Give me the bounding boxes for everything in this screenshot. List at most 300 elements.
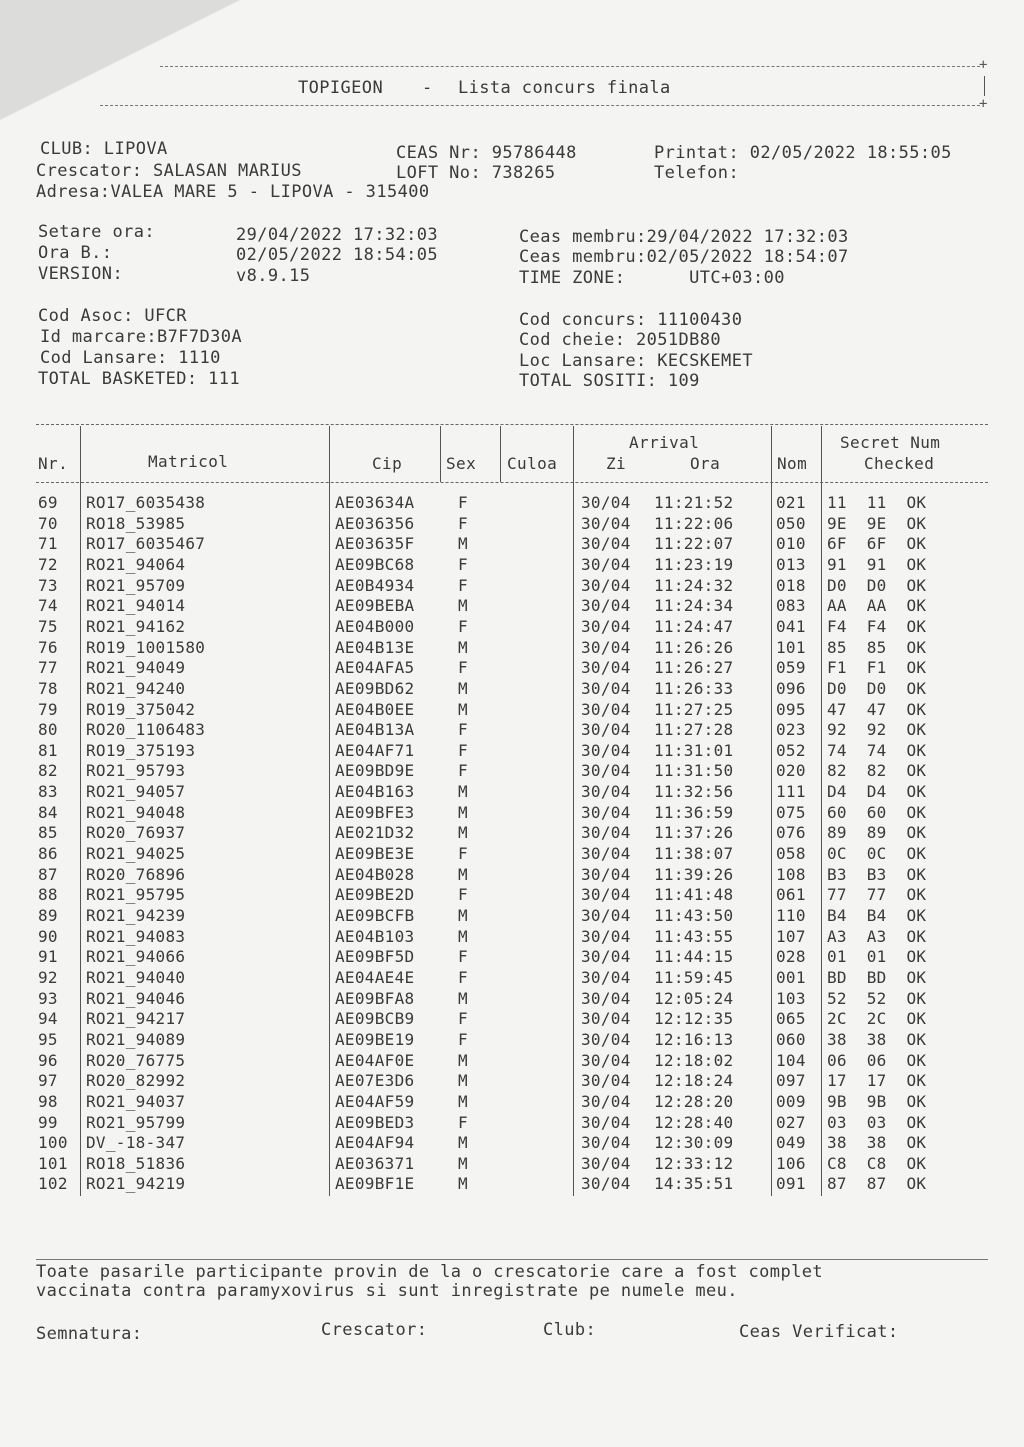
- cell-secret: 0C 0C OK: [827, 844, 927, 864]
- cell-cip: AE09BD62: [335, 678, 415, 698]
- cell-nom: 010: [776, 534, 806, 554]
- cell-zi: 30/04: [581, 1153, 631, 1173]
- cell-secret: 74 74 OK: [827, 740, 927, 760]
- cell-secret: 6F 6F OK: [827, 534, 927, 554]
- cell-sex: M: [458, 596, 468, 616]
- cell-cip: AE07E3D6: [335, 1071, 415, 1091]
- title-border-top: [160, 66, 980, 67]
- cell-cip: AE09BF5D: [335, 947, 415, 967]
- cell-nom: 104: [776, 1050, 806, 1070]
- cell-nr: 69: [38, 493, 58, 512]
- cell-zi: 30/04: [581, 513, 631, 533]
- cell-secret: 06 06 OK: [827, 1050, 927, 1070]
- table-row: [0, 555, 1024, 576]
- cell-nr: 75: [38, 616, 58, 636]
- cell-ora: 11:44:15: [654, 947, 734, 967]
- cell-nr: 77: [38, 658, 58, 678]
- cell-cip: AE0B4934: [335, 575, 415, 595]
- cell-matricol: RO19_1001580: [86, 637, 206, 657]
- cell-zi: 30/04: [581, 596, 631, 616]
- cell-cip: AE03635F: [335, 534, 415, 554]
- cell-matricol: RO21_95793: [86, 761, 186, 781]
- cell-sex: M: [458, 1050, 468, 1070]
- cell-secret: AA AA OK: [827, 596, 927, 616]
- table-row: [0, 638, 1024, 659]
- cell-matricol: RO20_76937: [86, 823, 186, 843]
- cell-matricol: RO21_94025: [86, 844, 186, 864]
- cell-nom: 075: [776, 802, 806, 822]
- cell-sex: F: [458, 740, 468, 760]
- cell-ora: 11:31:01: [654, 740, 734, 760]
- cell-cip: AE09BE2D: [335, 885, 415, 905]
- statement-line-2: vaccinata contra paramyxovirus si sunt inregistrate pe numele meu.: [36, 1281, 738, 1301]
- cell-ora: 11:31:50: [654, 761, 734, 781]
- cell-sex: F: [458, 554, 468, 574]
- cell-secret: 87 87 OK: [827, 1174, 927, 1194]
- ora-b-label: Ora B.:: [38, 243, 113, 263]
- cell-ora: 11:37:26: [654, 823, 734, 843]
- cell-secret: 92 92 OK: [827, 720, 927, 740]
- table-row: [0, 989, 1024, 1010]
- cell-matricol: RO21_94239: [86, 906, 186, 925]
- ceas-nr: CEAS Nr: 95786448: [396, 143, 577, 163]
- cell-nr: 99: [38, 1112, 58, 1132]
- cell-secret: 60 60 OK: [827, 802, 927, 822]
- cell-secret: 47 47 OK: [827, 699, 927, 719]
- cell-ora: 11:43:55: [654, 926, 734, 946]
- table-row: [0, 823, 1024, 844]
- header-bottom-rule: [36, 482, 988, 483]
- cell-zi: 30/04: [581, 699, 631, 719]
- page-title: Lista concurs finala: [458, 78, 671, 98]
- cell-nom: 103: [776, 988, 806, 1008]
- cell-ora: 12:18:24: [654, 1071, 734, 1091]
- table-row: [0, 1113, 1024, 1134]
- header-culoa: Culoa: [507, 454, 558, 473]
- cell-nom: 027: [776, 1112, 806, 1132]
- cell-matricol: RO21_94240: [86, 678, 186, 698]
- cell-secret: 91 91 OK: [827, 554, 927, 574]
- table-row: [0, 534, 1024, 555]
- cell-matricol: RO21_94066: [86, 947, 186, 967]
- table-row: [0, 1051, 1024, 1072]
- cell-zi: 30/04: [581, 988, 631, 1008]
- cell-sex: M: [458, 906, 468, 925]
- title-border-corner: +: [979, 57, 988, 73]
- cell-zi: 30/04: [581, 637, 631, 657]
- title-border-bottom: [100, 105, 980, 106]
- cell-cip: AE09BFE3: [335, 802, 415, 822]
- cell-secret: 89 89 OK: [827, 823, 927, 843]
- cell-matricol: RO21_94217: [86, 1009, 186, 1029]
- cell-nr: 95: [38, 1029, 58, 1049]
- cell-matricol: RO21_94040: [86, 967, 186, 987]
- table-row: [0, 617, 1024, 638]
- cod-concurs: Cod concurs: 11100430: [519, 310, 743, 330]
- title-app: TOPIGEON: [298, 78, 384, 98]
- cell-ora: 11:21:52: [654, 493, 734, 512]
- cell-matricol: RO21_94057: [86, 782, 186, 802]
- ceas-membru-1: Ceas membru:29/04/2022 17:32:03: [519, 227, 849, 247]
- table-row: [0, 906, 1024, 927]
- cell-cip: AE09BE3E: [335, 844, 415, 864]
- cell-sex: M: [458, 534, 468, 554]
- cell-secret: 9B 9B OK: [827, 1091, 927, 1111]
- cell-cip: AE04B028: [335, 864, 415, 884]
- cell-secret: D4 D4 OK: [827, 782, 927, 802]
- cell-secret: 52 52 OK: [827, 988, 927, 1008]
- cell-nom: 021: [776, 493, 806, 512]
- cell-zi: 30/04: [581, 844, 631, 864]
- cell-cip: AE04AF59: [335, 1091, 415, 1111]
- cell-sex: M: [458, 699, 468, 719]
- cod-cheie: Cod cheie: 2051DB80: [519, 330, 722, 350]
- cell-sex: F: [458, 844, 468, 864]
- cell-nom: 020: [776, 761, 806, 781]
- cell-nom: 041: [776, 616, 806, 636]
- cell-cip: AE04B000: [335, 616, 415, 636]
- cell-sex: F: [458, 967, 468, 987]
- cell-zi: 30/04: [581, 761, 631, 781]
- cell-nom: 060: [776, 1029, 806, 1049]
- cell-ora: 11:39:26: [654, 864, 734, 884]
- cell-cip: AE021D32: [335, 823, 415, 843]
- cell-sex: M: [458, 864, 468, 884]
- cell-nom: 096: [776, 678, 806, 698]
- ceas-verificat-label: Ceas Verificat:: [739, 1322, 899, 1342]
- cell-cip: AE09BF1E: [335, 1174, 415, 1194]
- cell-cip: AE04AF94: [335, 1133, 415, 1153]
- cell-ora: 11:22:07: [654, 534, 734, 554]
- table-row: [0, 865, 1024, 886]
- cell-secret: F4 F4 OK: [827, 616, 927, 636]
- cell-nr: 90: [38, 926, 58, 946]
- cell-matricol: RO18_51836: [86, 1153, 186, 1173]
- cell-ora: 11:24:34: [654, 596, 734, 616]
- cell-nr: 78: [38, 678, 58, 698]
- title-border-right: [984, 76, 985, 96]
- cell-sex: M: [458, 782, 468, 802]
- cell-cip: AE09BCFB: [335, 906, 415, 925]
- cell-zi: 30/04: [581, 1009, 631, 1029]
- cell-zi: 30/04: [581, 782, 631, 802]
- cell-zi: 30/04: [581, 740, 631, 760]
- adresa-line: Adresa:VALEA MARE 5 - LIPOVA - 315400: [36, 182, 430, 202]
- cell-sex: M: [458, 678, 468, 698]
- cell-secret: 03 03 OK: [827, 1112, 927, 1132]
- cell-sex: M: [458, 637, 468, 657]
- cell-nr: 85: [38, 823, 58, 843]
- cell-matricol: RO20_82992: [86, 1071, 186, 1091]
- cell-nr: 88: [38, 885, 58, 905]
- cell-ora: 11:38:07: [654, 844, 734, 864]
- cell-nom: 013: [776, 554, 806, 574]
- table-row: [0, 1030, 1024, 1051]
- header-matricol: Matricol: [148, 452, 229, 471]
- semnatura-label: Semnatura:: [36, 1324, 143, 1344]
- header-secret: Secret Num: [840, 433, 941, 452]
- cell-nom: 076: [776, 823, 806, 843]
- cell-ora: 11:23:19: [654, 554, 734, 574]
- cell-sex: F: [458, 761, 468, 781]
- table-row: [0, 679, 1024, 700]
- cell-secret: F1 F1 OK: [827, 658, 927, 678]
- version-label: VERSION:: [38, 264, 124, 284]
- cell-zi: 30/04: [581, 1112, 631, 1132]
- header-zi: Zi: [606, 454, 627, 473]
- cell-secret: C8 C8 OK: [827, 1153, 927, 1173]
- cell-cip: AE04B13A: [335, 720, 415, 740]
- table-row: [0, 700, 1024, 721]
- cell-zi: 30/04: [581, 1133, 631, 1153]
- cell-nom: 052: [776, 740, 806, 760]
- cell-zi: 30/04: [581, 616, 631, 636]
- cell-zi: 30/04: [581, 967, 631, 987]
- cell-matricol: RO21_94219: [86, 1174, 186, 1194]
- table-row: [0, 844, 1024, 865]
- cell-ora: 12:30:09: [654, 1133, 734, 1153]
- cell-zi: 30/04: [581, 534, 631, 554]
- cell-ora: 12:16:13: [654, 1029, 734, 1049]
- cell-cip: AE09BFA8: [335, 988, 415, 1008]
- footer-rule: [36, 1259, 988, 1260]
- cell-nr: 71: [38, 534, 58, 554]
- cell-zi: 30/04: [581, 926, 631, 946]
- cell-zi: 30/04: [581, 493, 631, 512]
- cell-matricol: RO17_6035467: [86, 534, 206, 554]
- cell-nr: 74: [38, 596, 58, 616]
- cell-secret: 2C 2C OK: [827, 1009, 927, 1029]
- cell-nom: 101: [776, 637, 806, 657]
- total-basketed: TOTAL BASKETED: 111: [38, 369, 241, 389]
- table-row: [0, 1133, 1024, 1154]
- cell-nr: 94: [38, 1009, 58, 1029]
- cell-cip: AE04B163: [335, 782, 415, 802]
- cell-matricol: RO21_94046: [86, 988, 186, 1008]
- setare-ora-label: Setare ora:: [38, 222, 155, 242]
- cell-nom: 059: [776, 658, 806, 678]
- cell-zi: 30/04: [581, 720, 631, 740]
- cell-zi: 30/04: [581, 885, 631, 905]
- cell-matricol: RO21_94037: [86, 1091, 186, 1111]
- cell-sex: F: [458, 616, 468, 636]
- table-row: [0, 885, 1024, 906]
- cell-nom: 050: [776, 513, 806, 533]
- crescator-line: Crescator: SALASAN MARIUS: [36, 161, 302, 181]
- header-arrival: Arrival: [629, 433, 700, 452]
- cell-cip: AE04AF71: [335, 740, 415, 760]
- cell-matricol: RO21_95795: [86, 885, 186, 905]
- table-row: [0, 1092, 1024, 1113]
- cell-sex: M: [458, 1091, 468, 1111]
- cell-sex: F: [458, 885, 468, 905]
- cell-matricol: RO21_94048: [86, 802, 186, 822]
- cell-secret: 38 38 OK: [827, 1133, 927, 1153]
- cell-sex: F: [458, 575, 468, 595]
- cell-zi: 30/04: [581, 1071, 631, 1091]
- cell-sex: M: [458, 1153, 468, 1173]
- cell-zi: 30/04: [581, 802, 631, 822]
- cell-matricol: RO21_94162: [86, 616, 186, 636]
- cell-nom: 083: [776, 596, 806, 616]
- cell-zi: 30/04: [581, 1174, 631, 1194]
- cell-secret: D0 D0 OK: [827, 678, 927, 698]
- cell-zi: 30/04: [581, 575, 631, 595]
- cell-cip: AE09BEBA: [335, 596, 415, 616]
- table-row: [0, 803, 1024, 824]
- title-border-corner: +: [979, 96, 988, 112]
- cell-ora: 12:05:24: [654, 988, 734, 1008]
- table-row: [0, 1154, 1024, 1175]
- cell-matricol: RO19_375193: [86, 740, 196, 760]
- cell-matricol: RO21_94049: [86, 658, 186, 678]
- cell-secret: 17 17 OK: [827, 1071, 927, 1091]
- header-nom: Nom: [777, 454, 808, 473]
- col-divider: [500, 426, 501, 482]
- cell-matricol: RO21_95709: [86, 575, 186, 595]
- header-cip: Cip: [372, 454, 403, 473]
- cell-nom: 110: [776, 906, 806, 925]
- cell-nom: 001: [776, 967, 806, 987]
- cell-zi: 30/04: [581, 947, 631, 967]
- cell-cip: AE036371: [335, 1153, 415, 1173]
- cell-nr: 73: [38, 575, 58, 595]
- table-row: [0, 1009, 1024, 1030]
- club-line: CLUB: LIPOVA: [40, 139, 168, 159]
- table-row: [0, 720, 1024, 741]
- cell-nom: 023: [776, 720, 806, 740]
- cell-nom: 058: [776, 844, 806, 864]
- cell-cip: AE04B103: [335, 926, 415, 946]
- cell-zi: 30/04: [581, 1091, 631, 1111]
- table-row: [0, 761, 1024, 782]
- cell-ora: 11:41:48: [654, 885, 734, 905]
- cell-zi: 30/04: [581, 1050, 631, 1070]
- cell-secret: D0 D0 OK: [827, 575, 927, 595]
- header-ora: Ora: [690, 454, 721, 473]
- cell-cip: AE09BC68: [335, 554, 415, 574]
- cell-nr: 86: [38, 844, 58, 864]
- cell-nom: 009: [776, 1091, 806, 1111]
- cell-zi: 30/04: [581, 864, 631, 884]
- cell-matricol: RO21_94014: [86, 596, 186, 616]
- cell-zi: 30/04: [581, 823, 631, 843]
- cell-sex: F: [458, 493, 468, 512]
- cell-zi: 30/04: [581, 678, 631, 698]
- cell-sex: M: [458, 926, 468, 946]
- cell-nr: 82: [38, 761, 58, 781]
- cell-nr: 96: [38, 1050, 58, 1070]
- cell-secret: BD BD OK: [827, 967, 927, 987]
- cell-sex: F: [458, 720, 468, 740]
- cell-ora: 11:24:32: [654, 575, 734, 595]
- cell-matricol: RO20_1106483: [86, 720, 206, 740]
- cell-zi: 30/04: [581, 1029, 631, 1049]
- total-sositi: TOTAL SOSITI: 109: [519, 371, 700, 391]
- cell-ora: 11:27:25: [654, 699, 734, 719]
- cell-cip: AE03634A: [335, 493, 415, 512]
- cell-nr: 79: [38, 699, 58, 719]
- cell-ora: 12:28:40: [654, 1112, 734, 1132]
- cell-nom: 095: [776, 699, 806, 719]
- version-value: v8.9.15: [236, 266, 311, 286]
- cell-cip: AE09BCB9: [335, 1009, 415, 1029]
- cell-zi: 30/04: [581, 554, 631, 574]
- cell-secret: 77 77 OK: [827, 885, 927, 905]
- cell-nom: 018: [776, 575, 806, 595]
- cell-secret: 01 01 OK: [827, 947, 927, 967]
- cell-secret: 38 38 OK: [827, 1029, 927, 1049]
- cell-secret: B3 B3 OK: [827, 864, 927, 884]
- cod-lansare: Cod Lansare: 1110: [40, 348, 221, 368]
- cell-nr: 84: [38, 802, 58, 822]
- cell-nr: 101: [38, 1153, 68, 1173]
- cell-nr: 102: [38, 1174, 68, 1194]
- cell-ora: 11:26:27: [654, 658, 734, 678]
- cell-secret: A3 A3 OK: [827, 926, 927, 946]
- cell-cip: AE04AF0E: [335, 1050, 415, 1070]
- cell-ora: 11:36:59: [654, 802, 734, 822]
- cell-cip: AE04B0EE: [335, 699, 415, 719]
- cell-nom: 065: [776, 1009, 806, 1029]
- cell-nr: 89: [38, 906, 58, 925]
- folded-corner: [0, 0, 240, 120]
- cell-nom: 108: [776, 864, 806, 884]
- cell-ora: 11:59:45: [654, 967, 734, 987]
- cell-nom: 061: [776, 885, 806, 905]
- cell-nr: 80: [38, 720, 58, 740]
- cell-sex: M: [458, 802, 468, 822]
- setare-ora-value: 29/04/2022 17:32:03: [236, 225, 439, 245]
- cell-zi: 30/04: [581, 906, 631, 925]
- cell-secret: B4 B4 OK: [827, 906, 927, 925]
- cell-nom: 107: [776, 926, 806, 946]
- cell-nr: 83: [38, 782, 58, 802]
- cell-nr: 98: [38, 1091, 58, 1111]
- cell-sex: F: [458, 513, 468, 533]
- table-row: [0, 596, 1024, 617]
- cell-sex: M: [458, 988, 468, 1008]
- cell-nom: 091: [776, 1174, 806, 1194]
- cell-ora: 11:26:33: [654, 678, 734, 698]
- cell-secret: 11 11 OK: [827, 493, 927, 512]
- printat: Printat: 02/05/2022 18:55:05: [654, 143, 952, 163]
- header-nr: Nr.: [38, 454, 69, 473]
- cell-nom: 106: [776, 1153, 806, 1173]
- cell-sex: M: [458, 1071, 468, 1091]
- cell-cip: AE09BED3: [335, 1112, 415, 1132]
- ceas-membru-2: Ceas membru:02/05/2022 18:54:07: [519, 247, 849, 267]
- cell-nom: 049: [776, 1133, 806, 1153]
- title-separator: -: [422, 78, 433, 98]
- cell-sex: F: [458, 947, 468, 967]
- cell-cip: AE036356: [335, 513, 415, 533]
- cell-ora: 11:32:56: [654, 782, 734, 802]
- cell-nr: 87: [38, 864, 58, 884]
- cell-matricol: RO21_94083: [86, 926, 186, 946]
- cell-matricol: RO20_76896: [86, 864, 186, 884]
- cell-ora: 12:12:35: [654, 1009, 734, 1029]
- cell-cip: AE09BD9E: [335, 761, 415, 781]
- cell-ora: 12:18:02: [654, 1050, 734, 1070]
- table-row: [0, 927, 1024, 948]
- loft-no: LOFT No: 738265: [396, 163, 556, 183]
- cell-sex: F: [458, 658, 468, 678]
- table-row: [0, 493, 1024, 514]
- cell-ora: 11:43:50: [654, 906, 734, 925]
- cell-nr: 76: [38, 637, 58, 657]
- cell-nr: 100: [38, 1133, 68, 1153]
